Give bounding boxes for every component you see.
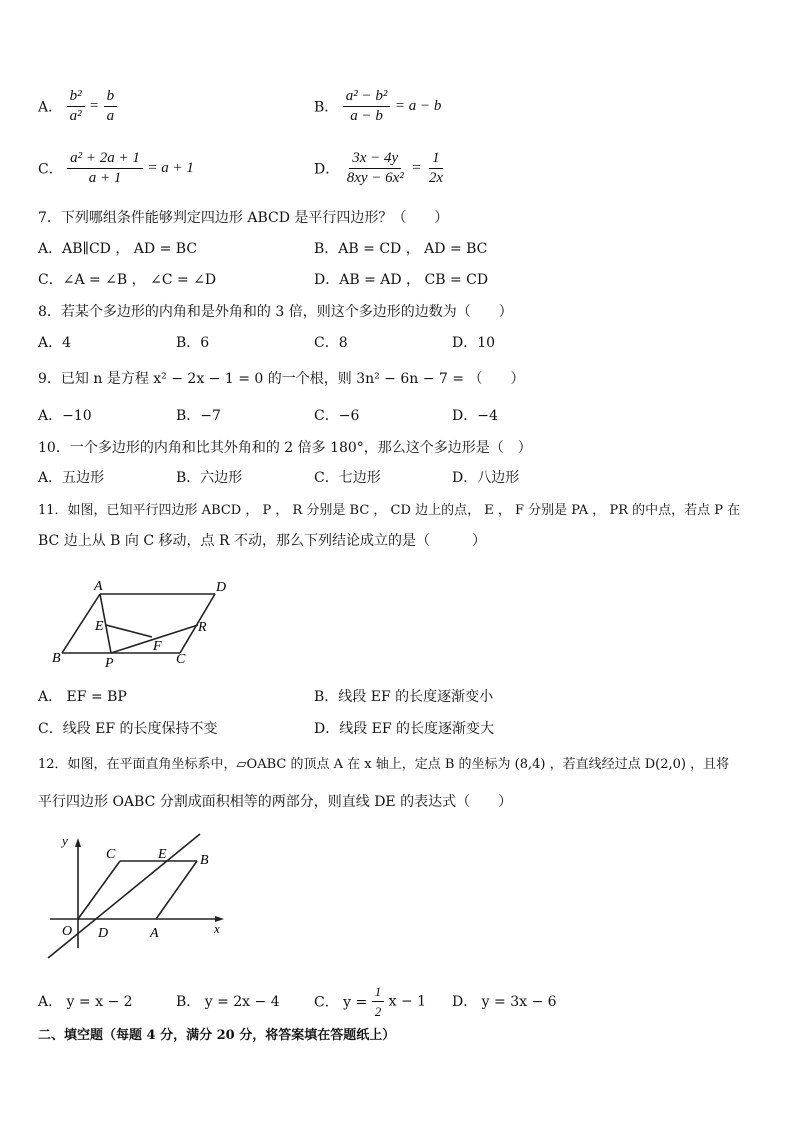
axis-label-x: x [214,921,220,936]
q9-stem: 9．已知 n 是方程 x² − 2x − 1 = 0 的一个根，则 3n² − 6n − 7 = （ ） [38,371,525,387]
q11-option-c: C．线段 EF 的长度保持不变 [38,721,218,737]
vertex-label-b: B [52,651,61,666]
point-label-d: D [98,926,109,941]
fraction-rhs: $\frac{1}{2x}$ [428,150,443,186]
q10-stem: 10．一个多边形的内角和比其外角和的 2 倍多 180°，那么这个多边形是（ ） [38,440,532,456]
q11-stem-line1: 11．如图，已知平行四边形 ABCD ， P ， R 分别是 BC ， CD 边上的点， E ， F 分别是 PA ， PR 的中点，若点 P 在 [38,503,741,518]
q11-figure [40,572,250,672]
fraction-half: $\frac{1}{2}$ [372,983,385,1020]
q8-option-c: C．8 [314,335,348,351]
q8-option-a: A．4 [38,335,72,351]
q10-option-b: B．六边形 [176,470,243,486]
vertex-label-b: B [200,853,209,868]
point-label-e: E [158,847,167,862]
q12-figure [40,828,240,968]
fraction-lhs: $\frac{\text{a² + 2a + 1}}{a + 1}$ [67,150,143,187]
q9-option-a: A．−10 [38,408,92,424]
q8-option-b: B．6 [176,335,210,351]
vertex-label-c: C [176,652,186,667]
q12-option-c: C． y = $\frac{1}{2}$ x − 1 [314,984,427,1019]
q11-stem-line2: BC 边上从 B 向 C 移动，点 R 不动，那么下列结论成立的是（ ） [38,533,486,549]
section-heading: 二、填空题（每题 4 分，满分 20 分，将答案填在答题纸上） [38,1028,396,1043]
point-label-p: P [105,656,114,671]
fraction-lhs: $\frac{\text{a² − b²}}{a - b}$ [343,88,391,125]
q7-option-b: B．AB = CD ， AD = BC [314,241,488,257]
vertex-label-d: D [216,580,227,595]
option-letter: C． [38,161,63,178]
option-letter: D． [314,161,340,178]
point-label-f: F [153,639,162,654]
q9-option-c: C．−6 [314,408,360,424]
vertex-label-a: A [94,579,103,594]
option-letter: B． [314,99,339,116]
q9-option-b: B．−7 [176,408,221,424]
y-axis-arrow-icon [75,838,81,847]
q12-option-d: D． y = 3x − 6 [452,994,557,1010]
q7-option-c: C．∠A = ∠B ， ∠C = ∠D [38,272,217,288]
q12-stem-line1: 12．如图，在平面直角坐标系中，▱OABC 的顶点 A 在 x 轴上，定点 B 的坐标为 (8,4) ，若直线经过点 D(2,0) ，且将 [38,757,730,772]
q8-stem: 8．若某个多边形的内角和是外角和的 3 倍，则这个多边形的边数为（ ） [38,304,513,320]
point-label-r: R [198,620,207,635]
q10-option-c: C．七边形 [314,470,381,486]
vertex-label-a: A [150,926,159,941]
q6-option-d: D． $\frac{3x - 4y}{\text{8xy − 6x²}}$ = $\frac{1}{2x}$ [314,150,446,187]
axis-label-y: y [62,833,68,848]
q12-option-b: B． y = 2x − 4 [176,994,280,1010]
point-label-e: E [95,619,104,634]
vertex-label-c: C [106,847,116,862]
q11-option-b: B．线段 EF 的长度逐渐变小 [314,689,494,705]
option-letter: A． [38,99,63,116]
q9-option-d: D．−4 [452,408,498,424]
q6-option-c: C． $\frac{\text{a² + 2a + 1}}{a + 1}$ = a + 1 [38,150,194,186]
q7-stem: 7．下列哪组条件能够判定四边形 ABCD 是平行四边形？（ ） [38,210,449,226]
fraction-rhs: $\frac{b}{a}$ [104,88,118,125]
q6-option-a: A． $\frac{\text{b²}}{\text{a²}}$ = $\frac{b}{a}$ [38,88,117,125]
q12-stem-line2: 平行四边形 OABC 分割成面积相等的两部分，则直线 DE 的表达式（ ） [38,794,513,810]
q7-option-d: D．AB = AD ， CB = CD [314,272,489,288]
origin-label-o: O [62,924,73,939]
fraction-lhs: $\frac{\text{b²}}{\text{a²}}$ [67,88,85,125]
q6-option-b: B． $\frac{\text{a² − b²}}{a - b}$ = a − b [314,88,442,124]
q8-option-d: D．10 [452,335,496,351]
q10-option-a: A．五边形 [38,470,105,486]
fraction-lhs: $\frac{3x - 4y}{\text{8xy − 6x²}}$ [346,150,404,186]
q11-option-d: D．线段 EF 的长度逐渐变大 [314,721,495,737]
q7-option-a: A．AB∥CD ， AD = BC [38,241,198,257]
q11-option-a: A． EF = BP [38,689,127,705]
q10-option-d: D．八边形 [452,470,520,486]
q12-option-a: A． y = x − 2 [38,994,133,1010]
